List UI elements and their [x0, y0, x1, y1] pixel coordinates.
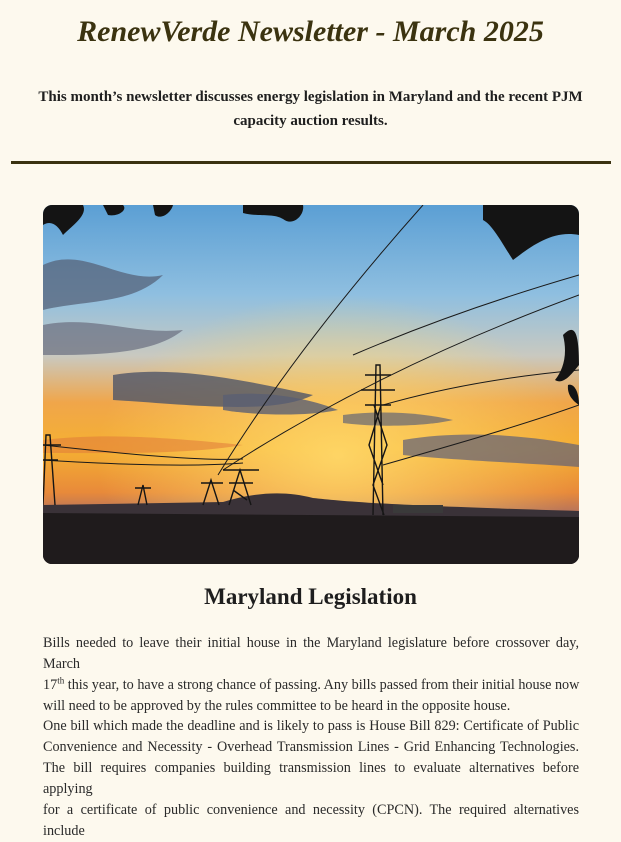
intro-line: capacity auction results. — [233, 113, 388, 129]
paragraph-line — [43, 675, 579, 696]
paragraph-line: One bill which made the deadline and is likely to pass is House Bill 829: Certificate of Public — [43, 718, 579, 734]
intro-line: This month’s newsletter discusses energy legislation in Maryland and the recent PJM — [38, 89, 583, 105]
line-text: this year, to have a strong chance of passing. Any bills passed from their initial house now — [64, 677, 580, 693]
paragraph-line: for a certificate of public convenience and necessity (CPCN). The required alternatives include — [43, 802, 579, 839]
date-suffix: th — [57, 675, 65, 686]
paragraph-line: will need to be approved by the rules committee to be heard in the opposite house. — [43, 698, 511, 714]
paragraph-line: The bill requires companies building transmission lines to evaluate alternatives before applying — [43, 760, 579, 797]
section-heading: Maryland Legislation — [204, 584, 417, 609]
newsletter-intro — [0, 85, 621, 133]
hero-image — [43, 205, 579, 564]
date-number: 17 — [43, 677, 58, 693]
paragraph-line: Convenience and Necessity - Overhead Transmission Lines - Grid Enhancing Technologies. — [43, 739, 579, 755]
paragraph — [43, 716, 579, 842]
paragraph — [43, 633, 579, 717]
newsletter-title: RenewVerde Newsletter - March 2025 — [77, 15, 544, 48]
header-divider — [11, 161, 611, 164]
paragraph-line: Bills needed to leave their initial house in the Maryland legislature before crossover day, March — [43, 635, 579, 672]
